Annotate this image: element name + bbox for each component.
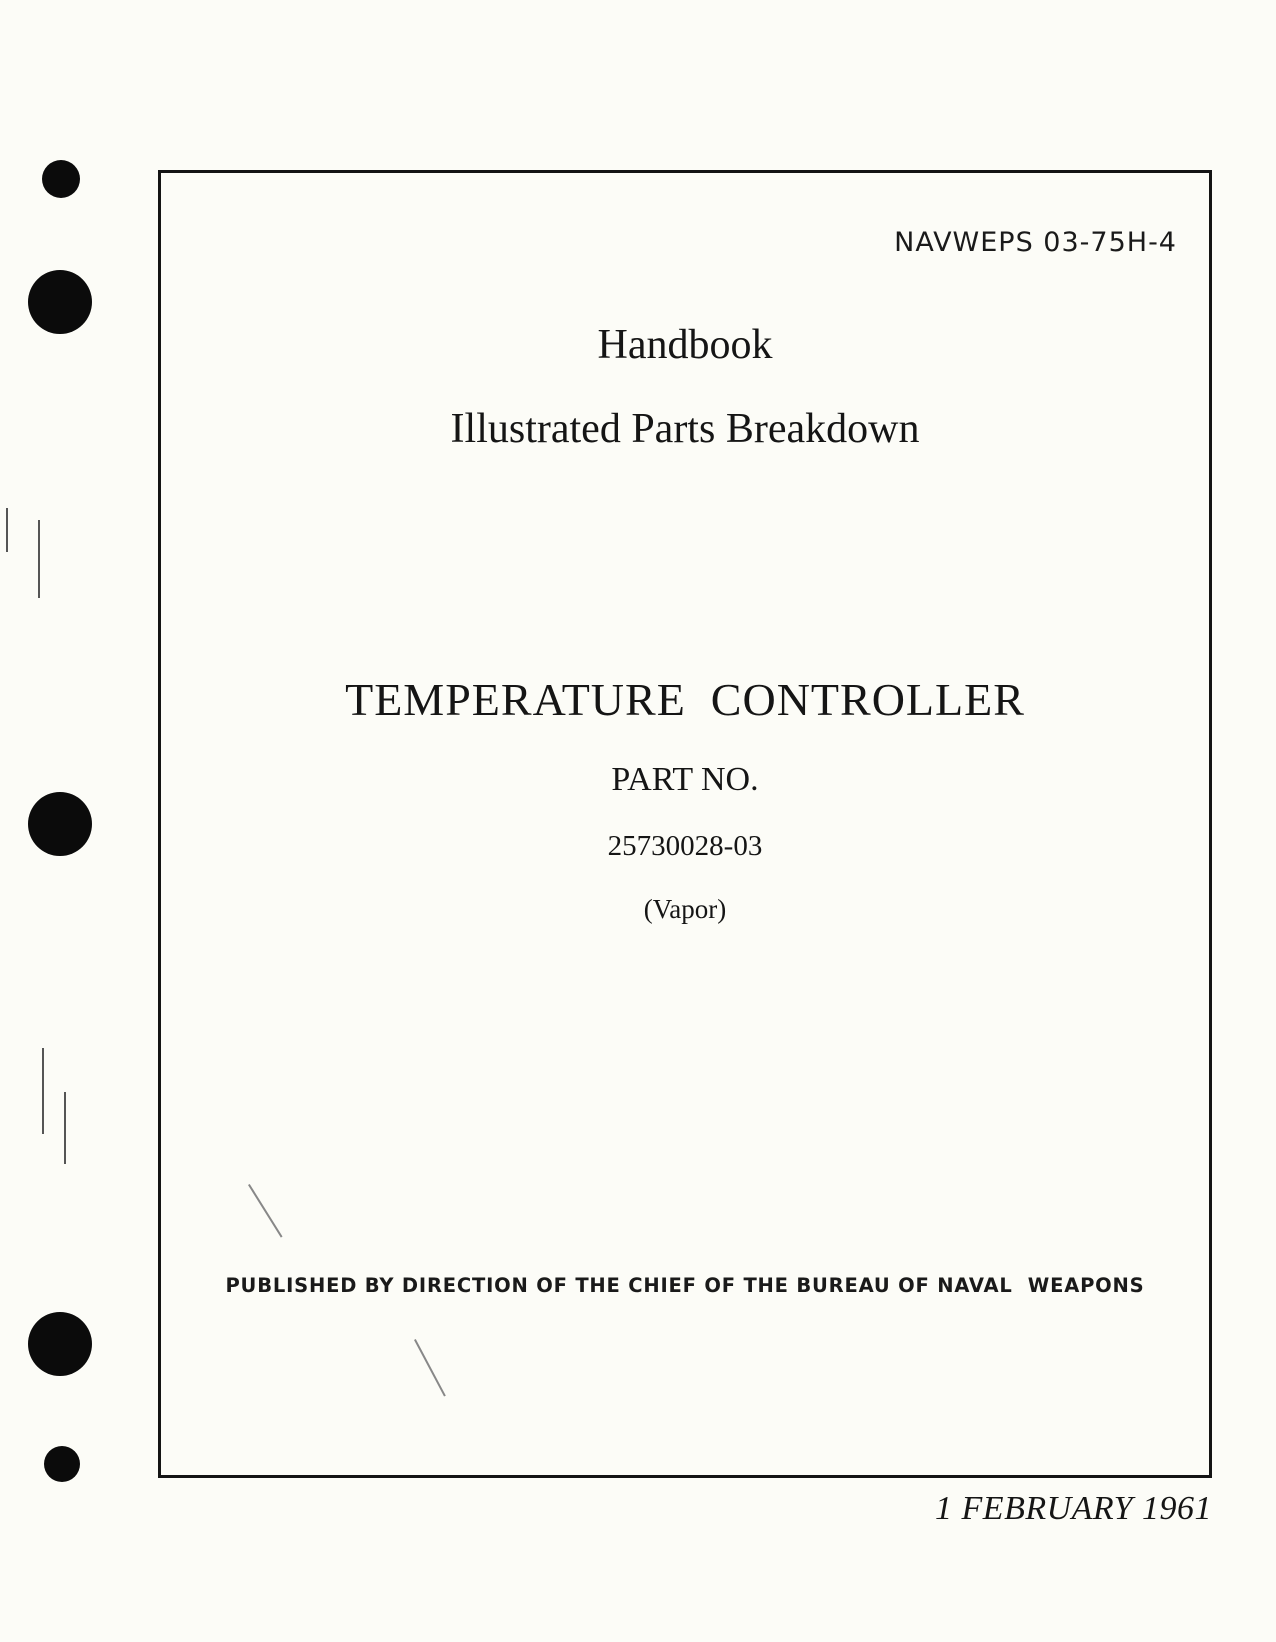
part-no-label: PART NO.	[611, 761, 759, 798]
cover-frame	[158, 170, 1212, 1478]
title-handbook: Handbook	[597, 322, 773, 368]
punch-hole	[28, 792, 92, 856]
margin-mark	[42, 1048, 44, 1134]
publisher-statement: PUBLISHED BY DIRECTION OF THE CHIEF OF THE BUREAU OF NAVAL WEAPONS	[225, 1274, 1145, 1297]
margin-mark	[6, 508, 8, 552]
publication-date: 1 FEBRUARY 1961	[935, 1490, 1212, 1527]
punch-hole	[44, 1446, 80, 1482]
punch-hole	[28, 270, 92, 334]
punch-hole	[28, 1312, 92, 1376]
product-name: TEMPERATURE CONTROLLER	[345, 674, 1025, 725]
margin-mark	[38, 520, 40, 598]
document-number: NAVWEPS 03-75H-4	[894, 227, 1177, 258]
punch-hole	[42, 160, 80, 198]
part-number: 25730028-03	[607, 830, 763, 862]
title-illustrated-parts-breakdown: Illustrated Parts Breakdown	[450, 406, 920, 452]
margin-mark	[64, 1092, 66, 1164]
variant-label: (Vapor)	[643, 894, 727, 924]
